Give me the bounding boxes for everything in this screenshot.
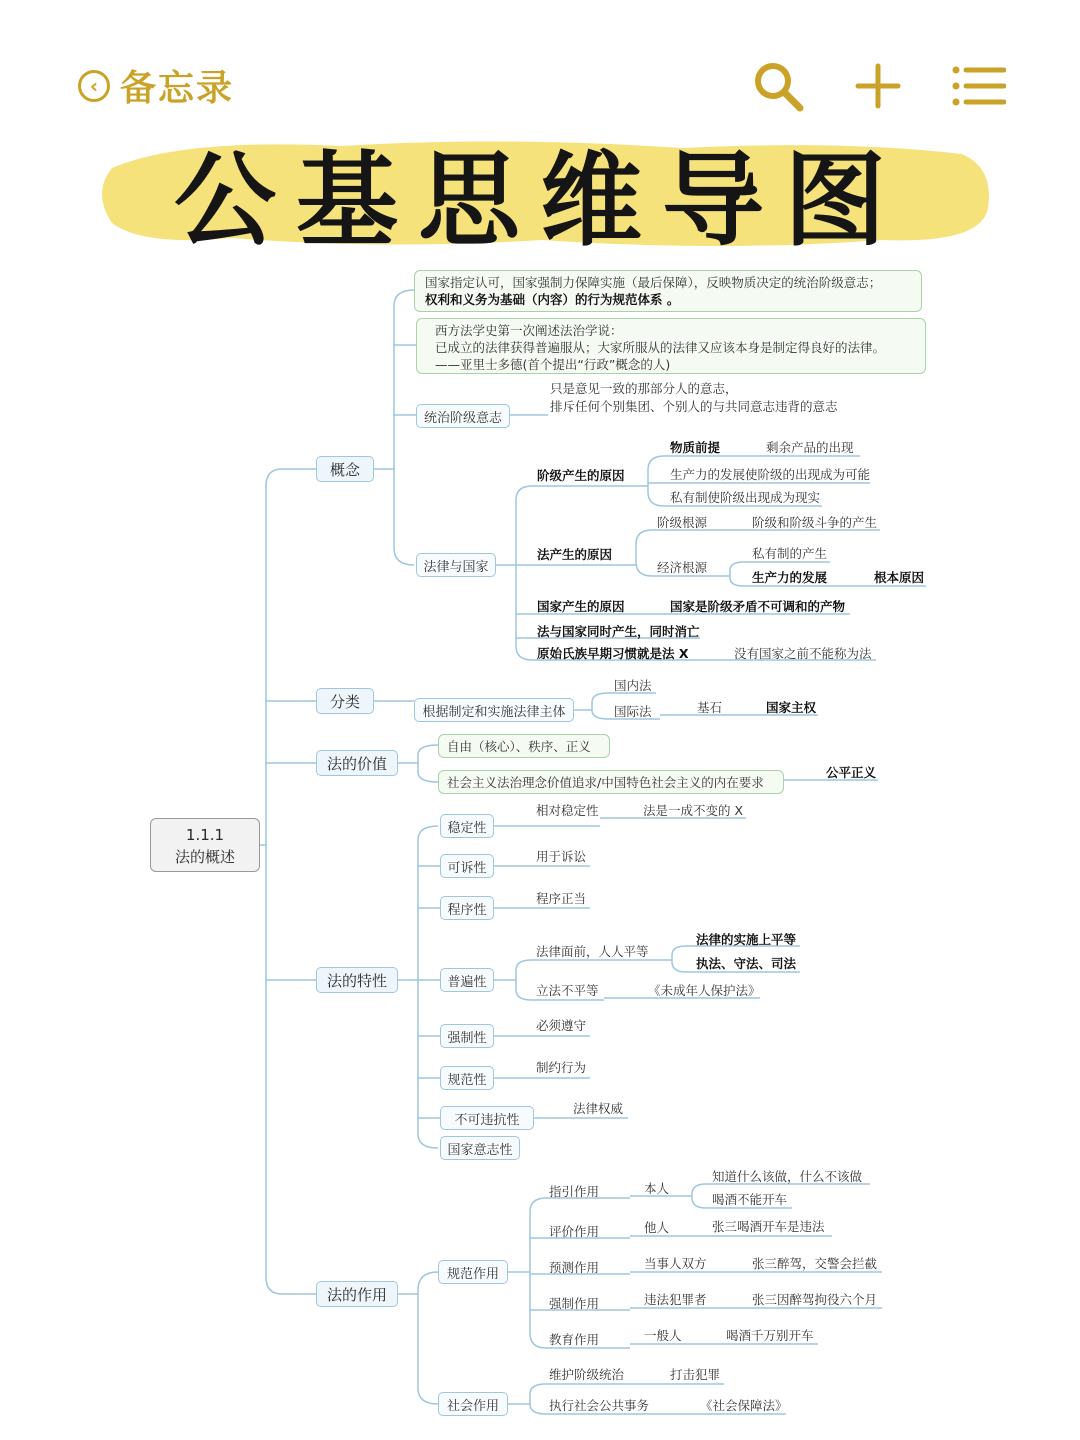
aristotle-box bbox=[416, 318, 926, 374]
evaluate-function: 评价作用 bbox=[549, 1224, 600, 1239]
branch-value[interactable]: 法的价值 bbox=[316, 750, 398, 776]
productivity-possible: 生产力的发展使阶级的出现成为可能 bbox=[670, 467, 871, 482]
value-socialism-box: 社会主义法治理念价值追求/中国特色社会主义的内在要求 bbox=[438, 770, 784, 794]
back-chevron-icon[interactable]: ‹ bbox=[78, 70, 110, 102]
definition-line-1: 国家指定认可，国家强制力保障实施（最后保障），反映物质决定的统治阶级意志； bbox=[425, 275, 882, 290]
root-node[interactable] bbox=[150, 818, 260, 872]
trait-state-will[interactable]: 国家意志性 bbox=[440, 1136, 520, 1160]
material-premise: 物质前提 bbox=[670, 440, 721, 455]
law-state-node[interactable]: 法律与国家 bbox=[416, 553, 496, 577]
maintain-rule: 维护阶级统治 bbox=[549, 1367, 625, 1382]
fundamental-reason: 根本原因 bbox=[874, 570, 925, 585]
value-freedom-box: 自由（核心）、秩序、正义 bbox=[438, 734, 610, 758]
aristotle-line-1: 西方法学史第一次阐述法治学说： bbox=[435, 323, 623, 338]
state-product: 国家是阶级矛盾不可调和的产物 bbox=[670, 599, 846, 614]
definition-box bbox=[414, 270, 922, 312]
ruling-class-will-node[interactable]: 统治阶级意志 bbox=[416, 404, 510, 428]
aristotle-line-3: ——亚里士多德(首个提出“行政”概念的人) bbox=[435, 357, 671, 372]
evaluate-others: 他人 bbox=[644, 1220, 670, 1235]
trait-procedural[interactable]: 程序性 bbox=[440, 896, 494, 920]
fairness-justice: 公平正义 bbox=[826, 765, 877, 780]
branch-classification[interactable]: 分类 bbox=[316, 688, 374, 714]
class-reason: 阶级产生的原因 bbox=[537, 468, 625, 483]
public-affairs: 执行社会公共事务 bbox=[549, 1398, 650, 1413]
stability-misconception: 法是一成不变的 X bbox=[643, 803, 744, 818]
class-root: 阶级根源 bbox=[657, 515, 708, 530]
definition-line-2: 权利和义务为基础（内容）的行为规范体系 。 bbox=[425, 292, 680, 307]
trait-litigable[interactable]: 可诉性 bbox=[440, 854, 494, 878]
coercive-desc: 必须遵守 bbox=[536, 1018, 587, 1033]
simultaneous: 法与国家同时产生，同时消亡 bbox=[537, 624, 700, 639]
surplus: 剩余产品的出现 bbox=[766, 440, 854, 455]
predict-parties: 当事人双方 bbox=[644, 1256, 707, 1271]
trait-universal[interactable]: 普遍性 bbox=[440, 968, 494, 992]
private-emerge: 私有制的产生 bbox=[752, 546, 828, 561]
state-reason: 国家产生的原因 bbox=[537, 599, 625, 614]
branch-concept[interactable]: 概念 bbox=[316, 456, 374, 482]
equality: 法律面前，人人平等 bbox=[536, 944, 649, 959]
stability-desc: 相对稳定性 bbox=[536, 803, 599, 818]
page-title: 公基思维导图 bbox=[174, 141, 906, 261]
will-desc-2: 排斥任何个别集团、个别人的与共同意志违背的意志 bbox=[550, 399, 838, 414]
educate-general: 一般人 bbox=[644, 1328, 682, 1343]
irresistible-desc: 法律权威 bbox=[573, 1101, 624, 1116]
sovereignty: 国家主权 bbox=[766, 700, 817, 715]
equality-scope: 执法、守法、司法 bbox=[696, 956, 797, 971]
private-real: 私有制使阶级出现成为现实 bbox=[670, 490, 821, 505]
classification-basis-node[interactable]: 根据制定和实施法律主体 bbox=[414, 698, 574, 722]
litigable-desc: 用于诉讼 bbox=[536, 849, 587, 864]
educate-desc: 喝酒千万别开车 bbox=[726, 1328, 814, 1343]
equality-implementation: 法律的实施上平等 bbox=[696, 932, 797, 947]
branch-traits[interactable]: 法的特性 bbox=[316, 967, 398, 993]
no-state-no-law: 没有国家之前不能称为法 bbox=[734, 646, 872, 661]
guide-self: 本人 bbox=[644, 1181, 670, 1196]
legislation-unequal: 立法不平等 bbox=[536, 983, 599, 998]
procedural-desc: 程序正当 bbox=[536, 891, 587, 906]
social-security-law: 《社会保障法》 bbox=[700, 1398, 788, 1413]
econ-root: 经济根源 bbox=[657, 560, 708, 575]
guide-function: 指引作用 bbox=[549, 1184, 600, 1199]
predict-function: 预测作用 bbox=[549, 1260, 600, 1275]
primitive-custom: 原始氏族早期习惯就是法 X bbox=[537, 646, 689, 661]
educate-function: 教育作用 bbox=[549, 1332, 600, 1347]
international-law: 国际法 bbox=[614, 704, 652, 719]
law-reason: 法产生的原因 bbox=[537, 547, 613, 562]
predict-desc: 张三醉驾，交警会拦截 bbox=[752, 1256, 878, 1271]
trait-irresistible[interactable]: 不可违抗性 bbox=[440, 1106, 534, 1130]
aristotle-line-2: 已成立的法律获得普遍服从；大家所服从的法律又应该本身是制定得良好的法律。 bbox=[435, 340, 886, 355]
will-desc-1: 只是意见一致的那部分人的意志， bbox=[550, 381, 738, 396]
back-label[interactable]: 备忘录 bbox=[120, 68, 235, 109]
class-struggle: 阶级和阶级斗争的产生 bbox=[752, 515, 878, 530]
evaluate-desc: 张三喝酒开车是违法 bbox=[712, 1219, 825, 1234]
root-title: 法的概述 bbox=[174, 848, 235, 866]
domestic-law: 国内法 bbox=[614, 678, 652, 693]
guide-desc-2: 喝酒不能开车 bbox=[712, 1192, 788, 1207]
enforce-desc: 张三因醉驾拘役六个月 bbox=[752, 1292, 878, 1307]
guide-desc-1: 知道什么该做，什么不该做 bbox=[712, 1169, 863, 1184]
trait-stability[interactable]: 稳定性 bbox=[440, 814, 494, 838]
productivity-dev: 生产力的发展 bbox=[752, 570, 828, 585]
social-function-node[interactable]: 社会作用 bbox=[438, 1392, 508, 1416]
branch-functions[interactable]: 法的作用 bbox=[316, 1281, 398, 1307]
enforce-function: 强制作用 bbox=[549, 1296, 600, 1311]
normative-function-node[interactable]: 规范作用 bbox=[438, 1260, 508, 1284]
normative-desc: 制约行为 bbox=[536, 1060, 587, 1075]
root-code: 1.1.1 bbox=[185, 826, 225, 844]
cornerstone: 基石 bbox=[697, 700, 723, 715]
fight-crime: 打击犯罪 bbox=[670, 1367, 721, 1382]
enforce-offender: 违法犯罪者 bbox=[644, 1292, 707, 1307]
trait-normative[interactable]: 规范性 bbox=[440, 1066, 494, 1090]
trait-coercive[interactable]: 强制性 bbox=[440, 1024, 494, 1048]
minor-protection-law: 《未成年人保护法》 bbox=[648, 983, 761, 998]
